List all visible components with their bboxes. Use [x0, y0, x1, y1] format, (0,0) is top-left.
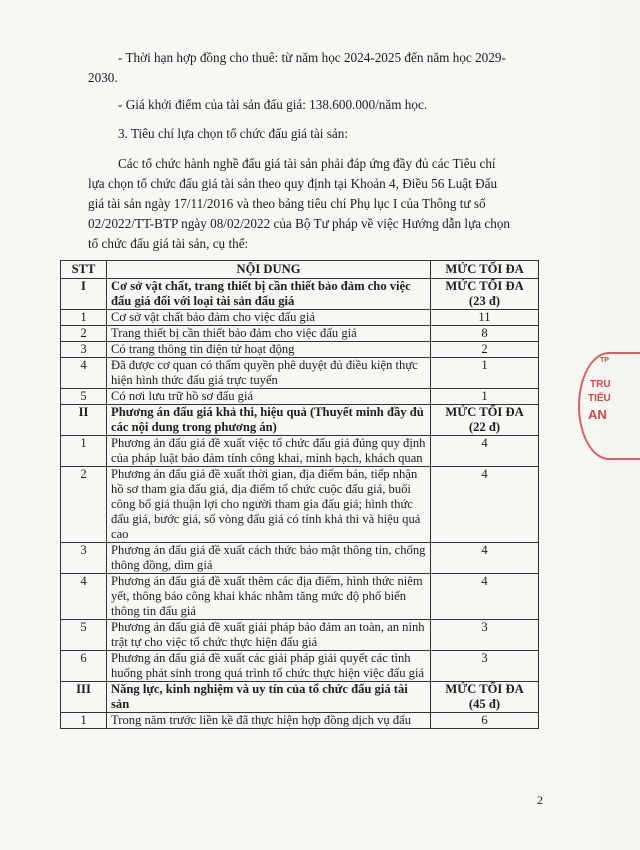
row-score: 3: [431, 620, 539, 651]
table-row-section-iii: [61, 682, 539, 713]
row-content: Trang thiết bị cần thiết bảo đảm cho việc đấu giá: [107, 326, 431, 342]
criteria-table: [60, 260, 539, 729]
row-stt: 6: [61, 651, 107, 682]
row-content: Phương án đấu giá khả thi, hiệu quả (Thuyết minh đầy đủ các nội dung trong phương án): [107, 405, 431, 436]
row-score: 6: [431, 713, 539, 729]
row-score-label: MỨC TỐI ĐA: [445, 279, 524, 293]
row-content: Phương án đấu giá đề xuất thời gian, địa điểm bán, tiếp nhận hồ sơ tham gia đấu giá, địa điểm tổ chức cuộc đấu giá, buổi công bố giá thuận lợi cho người tham gia đấu giá; hình thức đấu giá, bước giá, số vòng đấu giá có tính khả thi và hiệu quả cao: [107, 467, 431, 543]
row-score: 11: [431, 310, 539, 326]
row-score: 1: [431, 358, 539, 389]
table-row-section-ii: [61, 405, 539, 436]
row-content: Cơ sở vật chất bảo đảm cho việc đấu giá: [107, 310, 431, 326]
row-stt: 1: [61, 436, 107, 467]
row-stt: 1: [61, 713, 107, 729]
table-row: [61, 620, 539, 651]
contract-term-line-2: 2030.: [88, 70, 118, 85]
row-score-points: (45 đ): [468, 697, 501, 711]
table-row: [61, 713, 539, 729]
row-stt: 3: [61, 342, 107, 358]
red-seal-stamp: [578, 352, 618, 456]
criteria-intro-line-4: 02/2022/TT-BTP ngày 08/02/2022 của Bộ Tư pháp về việc Hướng dẫn lựa chọn: [88, 216, 511, 231]
table-row: [61, 651, 539, 682]
header-content: NỘI DUNG: [107, 261, 431, 279]
stamp-ring: [578, 352, 640, 460]
row-content: Đã được cơ quan có thẩm quyền phê duyệt đủ điều kiện thực hiện hình thức đấu giá trực tuyến: [107, 358, 431, 389]
table-row: [61, 467, 539, 543]
table-row: [61, 436, 539, 467]
row-stt: 2: [61, 326, 107, 342]
row-stt: 1: [61, 310, 107, 326]
section-3-heading: 3. Tiêu chí lựa chọn tổ chức đấu giá tài sản:: [118, 126, 349, 141]
table-row: [61, 326, 539, 342]
table-row: [61, 310, 539, 326]
row-content: Cơ sở vật chất, trang thiết bị cần thiết bảo đảm cho việc đấu giá đối với loại tài sản đấu giá: [107, 279, 431, 310]
row-score: 8: [431, 326, 539, 342]
row-score: [431, 682, 539, 713]
row-stt: 5: [61, 620, 107, 651]
row-score: 4: [431, 467, 539, 543]
table-row-section-i: [61, 279, 539, 310]
row-score-label: MỨC TỐI ĐA: [445, 682, 524, 696]
table-row: [61, 342, 539, 358]
stamp-text-2: TRU: [590, 379, 611, 390]
header-stt: STT: [61, 261, 107, 279]
row-content: Trong năm trước liền kề đã thực hiện hợp đồng dịch vụ đấu: [107, 713, 431, 729]
row-stt: 3: [61, 543, 107, 574]
row-stt: III: [61, 682, 107, 713]
row-stt: 4: [61, 358, 107, 389]
criteria-intro-line-3: giá tài sản ngày 17/11/2016 và theo bảng tiêu chí Phụ lục I của Thông tư số: [88, 196, 486, 211]
row-content: Phương án đấu giá đề xuất giải pháp bảo đảm an toàn, an ninh trật tự cho việc tổ chức thực hiện đấu giá: [107, 620, 431, 651]
criteria-intro-line-5: tổ chức đấu giá tài sản, cụ thể:: [88, 236, 249, 251]
stamp-text-3: TIỂU: [588, 393, 611, 404]
stamp-text-4: AN: [588, 407, 607, 422]
table-row: [61, 574, 539, 620]
row-content: Có nơi lưu trữ hồ sơ đấu giá: [107, 389, 431, 405]
stamp-text-1: TP: [600, 357, 609, 364]
table-row: [61, 543, 539, 574]
row-stt: I: [61, 279, 107, 310]
row-content: Phương án đấu giá đề xuất việc tổ chức đấu giá đúng quy định của pháp luật bảo đảm tính công khai, minh bạch, khách quan: [107, 436, 431, 467]
row-score: 1: [431, 389, 539, 405]
row-score-points: (23 đ): [468, 294, 501, 308]
row-content: Phương án đấu giá đề xuất cách thức bảo mật thông tin, chống thông đồng, dìm giá: [107, 543, 431, 574]
row-stt: 5: [61, 389, 107, 405]
row-score: 4: [431, 543, 539, 574]
row-score: 4: [431, 436, 539, 467]
row-score: 2: [431, 342, 539, 358]
row-content: Có trang thông tin điện tử hoạt động: [107, 342, 431, 358]
row-content: Phương án đấu giá đề xuất thêm các địa điểm, hình thức niêm yết, thông báo công khai khác nhằm tăng mức độ phổ biến thông tin đấu giá: [107, 574, 431, 620]
criteria-intro-line-2: lựa chọn tổ chức đấu giá tài sản theo quy định tại Khoản 4, Điều 56 Luật Đấu: [88, 176, 498, 191]
table-header-row: [61, 261, 539, 279]
table-row: [61, 389, 539, 405]
row-score: [431, 405, 539, 436]
page-number: 2: [537, 793, 543, 807]
row-stt: 2: [61, 467, 107, 543]
starting-price-line: - Giá khởi điểm của tài sản đấu giá: 138.600.000/năm học.: [118, 97, 428, 112]
table-row: [61, 358, 539, 389]
row-score-label: MỨC TỐI ĐA: [445, 405, 524, 419]
criteria-intro-line-1: Các tổ chức hành nghề đấu giá tài sản phải đáp ứng đầy đủ các Tiêu chí: [118, 156, 496, 171]
row-stt: 4: [61, 574, 107, 620]
header-max-score: MỨC TỐI ĐA: [431, 261, 539, 279]
row-content: Phương án đấu giá đề xuất các giải pháp giải quyết các tình huống phát sinh trong quá trình tổ chức thực hiện việc đấu giá: [107, 651, 431, 682]
row-stt: II: [61, 405, 107, 436]
row-score: 3: [431, 651, 539, 682]
row-score-points: (22 đ): [468, 420, 501, 434]
row-content: Năng lực, kinh nghiệm và uy tín của tổ chức đấu giá tài sản: [107, 682, 431, 713]
contract-term-line-1: - Thời hạn hợp đồng cho thuê: từ năm học 2024-2025 đến năm học 2029-: [118, 50, 506, 65]
row-score: [431, 279, 539, 310]
row-score: 4: [431, 574, 539, 620]
